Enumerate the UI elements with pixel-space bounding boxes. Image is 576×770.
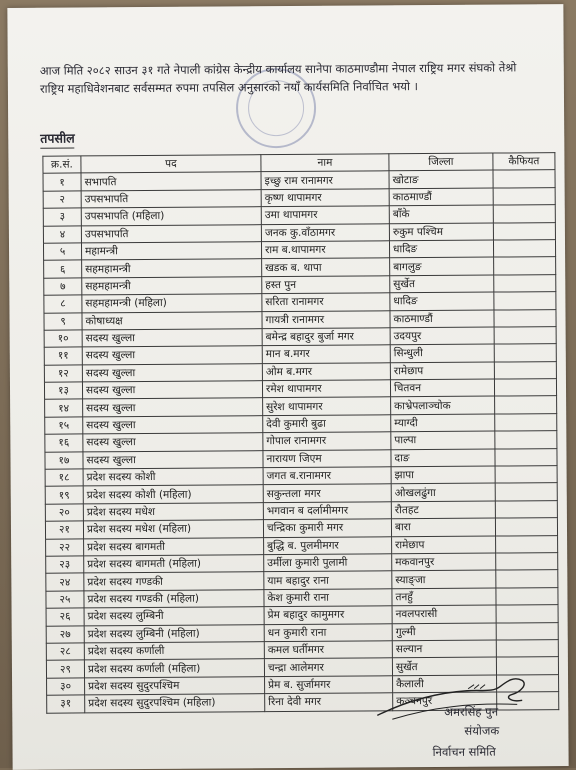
row-remarks xyxy=(495,518,557,536)
row-name: जगत ब.रानामगर xyxy=(263,467,391,485)
row-position: सहमहामन्त्री xyxy=(82,259,262,278)
row-name: नारायण जिएम xyxy=(263,449,391,467)
row-position: प्रदेश सदस्य बागमती xyxy=(84,537,264,556)
row-remarks xyxy=(494,257,556,275)
row-position: उपसभापति (महिला) xyxy=(81,207,261,226)
row-remarks xyxy=(496,640,558,658)
row-name: प्रेम ब. सुर्जामगर xyxy=(265,675,393,693)
row-serial: ९ xyxy=(44,312,82,330)
row-position: उपसभापति xyxy=(81,189,261,208)
row-serial: ७ xyxy=(44,278,82,296)
row-district: बारा xyxy=(391,518,495,536)
row-serial: ४ xyxy=(43,226,81,244)
signatory-committee: निर्वाचन समिति xyxy=(432,744,496,759)
row-serial: ३ xyxy=(43,208,81,226)
table-body xyxy=(43,170,559,713)
header-position: पद xyxy=(81,155,261,174)
row-serial: १ xyxy=(43,173,81,191)
row-name: हस्त पुन xyxy=(262,276,390,294)
row-position: सदस्य खुल्ला xyxy=(82,346,262,365)
row-position: सदस्य खुल्ला xyxy=(83,416,263,435)
row-name: जनक कु.वाँठामगर xyxy=(261,223,389,241)
row-position: प्रदेश सदस्य मधेश xyxy=(83,502,263,521)
row-district: सल्यान xyxy=(392,640,496,658)
row-position: प्रदेश सदस्य कर्णाली (महिला) xyxy=(84,659,264,678)
row-position: प्रदेश सदस्य लुम्बिनी (महिला) xyxy=(84,624,264,643)
row-remarks xyxy=(495,396,557,414)
row-name: गायत्री रानामगर xyxy=(262,310,390,328)
row-remarks xyxy=(493,222,555,240)
row-name: खडक ब. थापा xyxy=(262,258,390,276)
row-serial: २१ xyxy=(45,521,83,539)
row-remarks xyxy=(493,240,555,258)
row-name: इच्छु राम रानामगर xyxy=(261,171,389,189)
row-name: भगवान ब दर्लामीमगर xyxy=(263,502,391,520)
row-district: रामेछाप xyxy=(390,362,494,380)
row-position: प्रदेश सदस्य कोशी (महिला) xyxy=(83,485,263,504)
row-name: कृष्ण थापामगर xyxy=(261,189,389,207)
row-serial: २५ xyxy=(46,591,84,609)
section-heading: तपसील xyxy=(40,129,75,148)
row-district: कञ्चनपुर xyxy=(393,692,497,710)
row-remarks xyxy=(495,500,557,518)
row-name: चन्द्रिका कुमारी मगर xyxy=(263,519,391,537)
row-district: खोटाङ xyxy=(389,170,493,188)
row-name: बमेन्द्र बहादुर बुर्जा मगर xyxy=(262,328,390,346)
row-position: महामन्त्री xyxy=(81,242,261,261)
row-district: रामेछाप xyxy=(392,536,496,554)
row-name: प्रेम बहादुर कामुमगर xyxy=(264,606,392,624)
row-name: चन्द्रा आलेमगर xyxy=(264,658,392,676)
row-remarks xyxy=(496,622,558,640)
row-district: काठमाण्डौं xyxy=(390,310,494,328)
row-serial: २३ xyxy=(46,556,84,574)
row-serial: २८ xyxy=(46,643,84,661)
row-district: काठमाण्डौं xyxy=(389,188,493,206)
row-district: रुकुम पश्चिम xyxy=(389,223,493,241)
row-position: सभापति xyxy=(81,172,261,191)
row-district: सुर्खेत xyxy=(390,275,494,293)
row-serial: ३० xyxy=(47,678,85,696)
row-district: बाँके xyxy=(389,205,493,223)
row-position: सदस्य खुल्ला xyxy=(82,363,262,382)
row-position: प्रदेश सदस्य कर्णाली xyxy=(84,642,264,661)
row-remarks xyxy=(494,379,556,397)
row-name: राम ब.थापामगर xyxy=(261,241,389,259)
row-remarks xyxy=(495,431,557,449)
row-position: सहमहामन्त्री xyxy=(82,276,262,295)
row-name: बुद्धि ब. पुलमीमगर xyxy=(264,536,392,554)
row-name: उर्मीला कुमारी पुलामी xyxy=(264,554,392,572)
row-remarks xyxy=(494,292,556,310)
row-district: स्याङ्जा xyxy=(392,570,496,588)
row-position: उपसभापति xyxy=(81,224,261,243)
row-serial: २२ xyxy=(46,539,84,557)
row-district: मकवानपुर xyxy=(392,553,496,571)
header-district: जिल्ला xyxy=(389,153,493,171)
row-remarks xyxy=(495,413,557,431)
row-serial: ३१ xyxy=(47,695,85,713)
row-remarks xyxy=(496,535,558,553)
row-remarks xyxy=(493,170,555,188)
header-serial: क्र.सं. xyxy=(43,156,81,174)
row-remarks xyxy=(494,309,556,327)
row-serial: ८ xyxy=(44,295,82,313)
row-position: कोषाध्यक्ष xyxy=(82,311,262,330)
row-district: बागलुङ xyxy=(390,257,494,275)
row-position: प्रदेश सदस्य बागमती (महिला) xyxy=(84,555,264,574)
row-serial: २७ xyxy=(46,625,84,643)
row-serial: ६ xyxy=(44,260,82,278)
signatory-name: अमरसिंह पुन xyxy=(444,704,499,719)
row-serial: १८ xyxy=(45,469,83,487)
row-name: रिना देवी मगर xyxy=(265,693,393,711)
row-position: प्रदेश सदस्य लुम्बिनी xyxy=(84,607,264,626)
row-position: सहमहामन्त्री (महिला) xyxy=(82,294,262,313)
row-remarks xyxy=(494,361,556,379)
row-position: सदस्य खुल्ला xyxy=(83,433,263,452)
row-remarks xyxy=(494,327,556,345)
row-position: सदस्य खुल्ला xyxy=(82,381,262,400)
row-serial: २४ xyxy=(46,573,84,591)
row-position: सदस्य खुल्ला xyxy=(83,398,263,417)
row-position: प्रदेश सदस्य गण्डकी xyxy=(84,572,264,591)
row-name: याम बहादुर राना xyxy=(264,571,392,589)
row-district: दाङ xyxy=(391,449,495,467)
row-district: धादिङ xyxy=(390,292,494,310)
row-remarks xyxy=(493,187,555,205)
row-district: चितवन xyxy=(390,379,494,397)
row-serial: ११ xyxy=(44,347,82,365)
header-name: नाम xyxy=(261,154,389,172)
row-position: प्रदेश सदस्य मधेश (महिला) xyxy=(83,520,263,539)
row-serial: १२ xyxy=(44,365,82,383)
row-name: धन कुमारी राना xyxy=(264,623,392,641)
row-district: पाल्पा xyxy=(391,431,495,449)
row-name: उमा थापामगर xyxy=(261,206,389,224)
row-serial: २० xyxy=(45,504,83,522)
row-district: धादिङ xyxy=(389,240,493,258)
row-position: प्रदेश सदस्य कोशी xyxy=(83,468,263,487)
row-position: सदस्य खुल्ला xyxy=(83,450,263,469)
row-remarks xyxy=(496,553,558,571)
row-remarks xyxy=(493,205,555,223)
row-district: सिन्धुली xyxy=(390,344,494,362)
row-district: उदयपुर xyxy=(390,327,494,345)
row-remarks xyxy=(495,466,557,484)
row-name: गोपाल रानामगर xyxy=(263,432,391,450)
row-remarks xyxy=(494,274,556,292)
row-district: सुर्खेत xyxy=(392,657,496,675)
row-serial: १५ xyxy=(45,417,83,435)
row-remarks xyxy=(495,483,557,501)
row-serial: १९ xyxy=(45,486,83,504)
row-remarks xyxy=(496,570,558,588)
row-district: ओखलढुंगा xyxy=(391,483,495,501)
row-remarks xyxy=(494,344,556,362)
row-serial: १० xyxy=(44,330,82,348)
row-position: सदस्य खुल्ला xyxy=(82,329,262,348)
row-remarks xyxy=(495,448,557,466)
row-remarks xyxy=(496,605,558,623)
row-name: रमेश थापामगर xyxy=(262,380,390,398)
row-serial: २ xyxy=(43,191,81,209)
row-name: सरिता रानामगर xyxy=(262,293,390,311)
row-serial: १७ xyxy=(45,452,83,470)
row-serial: १४ xyxy=(45,399,83,417)
row-serial: १३ xyxy=(44,382,82,400)
intro-paragraph: आज मिति २०८२ साउन ३१ गते नेपाली कांग्रेस केन्द्रीय कार्यालय सानेपा काठमाण्डौमा नेपाल राष्ट्रिय मगर संघको तेश्रो राष्ट्रिय महाधिवेशनबाट सर्वसम्मत रुपमा तपसिल अनुसारको नयाँ कार्यसमिति निर्वाचित भयो । xyxy=(39,60,517,96)
row-district: तनहुँ xyxy=(392,588,496,606)
row-name: कमल घर्तीमगर xyxy=(264,641,392,659)
row-name: ओम ब.मगर xyxy=(262,362,390,380)
signatory-title: संयोजक xyxy=(464,723,500,738)
document-paper xyxy=(7,4,568,770)
row-position: प्रदेश सदस्य गण्डकी (महिला) xyxy=(84,589,264,608)
row-name: मान ब.मगर xyxy=(262,345,390,363)
row-name: देवी कुमारी बुढा xyxy=(263,415,391,433)
row-district: काभ्रेपलाञ्चोक xyxy=(391,397,495,415)
committee-table xyxy=(42,152,559,713)
row-name: सकुन्तला मगर xyxy=(263,484,391,502)
row-serial: २९ xyxy=(46,660,84,678)
row-remarks xyxy=(496,587,558,605)
row-name: केश कुमारी राना xyxy=(264,589,392,607)
row-district: रौतहट xyxy=(391,501,495,519)
row-district: नवलपरासी xyxy=(392,605,496,623)
row-position: प्रदेश सदस्य सुदुरपश्चिम xyxy=(85,676,265,695)
row-district: कैलाली xyxy=(393,675,497,693)
row-district: म्याग्दी xyxy=(391,414,495,432)
header-remarks: कैफियत xyxy=(493,153,555,171)
row-name: सुरेश थापामगर xyxy=(263,397,391,415)
row-district: झापा xyxy=(391,466,495,484)
row-district: गुल्मी xyxy=(392,623,496,641)
row-serial: २६ xyxy=(46,608,84,626)
row-serial: १६ xyxy=(45,434,83,452)
row-position: प्रदेश सदस्य सुदुरपश्चिम (महिला) xyxy=(85,694,265,713)
row-serial: ५ xyxy=(43,243,81,261)
